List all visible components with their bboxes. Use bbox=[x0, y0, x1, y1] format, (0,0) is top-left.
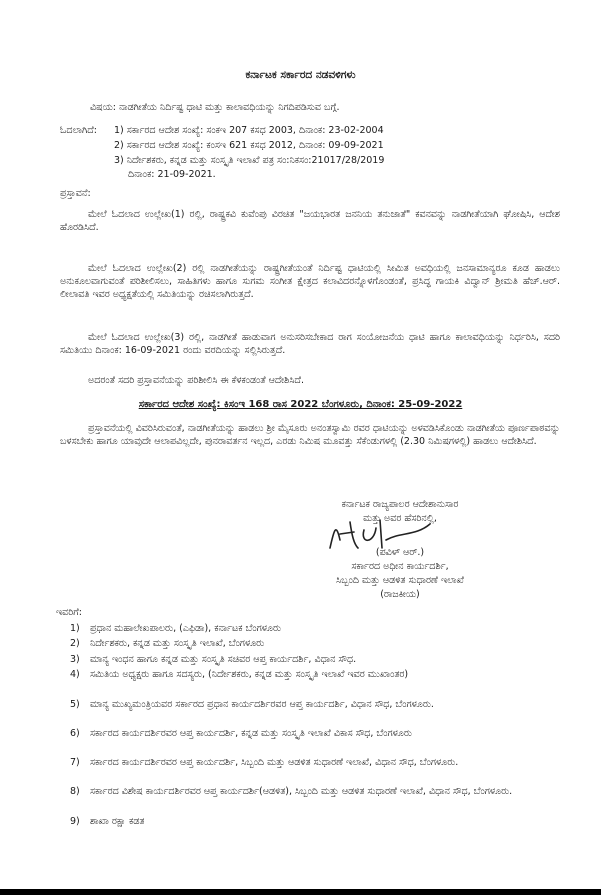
document-title: ಕರ್ನಾಟಕ ಸರ್ಕಾರದ ನಡವಳಿಗಳು bbox=[245, 69, 356, 81]
copy-to-number: 3) bbox=[70, 654, 80, 665]
order-heading: ಸರ್ಕಾರದ ಆದೇಶ ಸಂಖ್ಯೆ: ಕಿಸಂಇ 168 ರಾಸ 2022 ಬೆಂಗಳೂರು, ದಿನಾಂಕ: 25-09-2022 bbox=[138, 399, 463, 410]
signature-line-2: ಮತ್ತು ಅವರ ಹೆಸರಿನಲ್ಲಿ, bbox=[363, 513, 437, 524]
copy-to-number: 5) bbox=[70, 699, 80, 710]
signatory-department: ಸಿಬ್ಬಂದಿ ಮತ್ತು ಆಡಳಿತ ಸುಧಾರಣೆ ಇಲಾಖೆ bbox=[336, 575, 464, 586]
subject-line: ವಿಷಯ: ನಾಡಗೀತೆಯ ನಿರ್ದಿಷ್ಟ ಧಾಟಿ ಮತ್ತು ಕಾಲಾವಧಿಯನ್ನು ನಿಗದಿಪಡಿಸುವ ಬಗ್ಗೆ. bbox=[90, 102, 340, 113]
order-body: ಪ್ರಸ್ತಾವನೆಯಲ್ಲಿ ವಿವರಿಸಿರುವಂತೆ, ನಾಡಗೀತೆಯನ್ನು ಹಾಡಲು ಶ್ರೀ ಮೈಸೂರು ಅನಂತಸ್ವಾಮಿ ರವರ ಧಾಟಿಯನ್ನು ಅಳವಡಿಸಿಕೊಂಡು ನಾಡಗೀತೆಯ ಪೂರ್ಣಪಾಠವನ್ನು ಬಳಸಬೇಕು ಹಾಗೂ ಯಾವುದೇ ಆಲಾಪವಿಲ್ಲದೇ, ಪುನರಾವರ್ತನ ಇಲ್ಲದ, ಎರಡು ನಿಮಿಷ ಮೂವತ್ತು ಸೆಕೆಂಡುಗಳಲ್ಲಿ (2.30 ನಿಮಿಷಗಳಲ್ಲಿ) ಹಾಡಲು ಆದೇಶಿಸಿದೆ. bbox=[60, 423, 560, 448]
copy-to-number: 8) bbox=[70, 786, 80, 797]
reference-item: 1) ಸರ್ಕಾರದ ಆದೇಶ ಸಂಖ್ಯೆ: ಸಂಕಇ 207 ಕಸಧ 2003, ದಿನಾಂಕ: 23-02-2004 bbox=[114, 125, 384, 136]
copy-to-text: ಮಾನ್ಯ ಮುಖ್ಯಮಂತ್ರಿಯವರ ಸರ್ಕಾರದ ಪ್ರಧಾನ ಕಾರ್ಯದರ್ಶಿರವರ ಆಪ್ತ ಕಾರ್ಯದರ್ಶಿ, ವಿಧಾನ ಸೌಧ, ಬೆಂಗಳೂರು. bbox=[90, 699, 434, 710]
preamble-paragraph: ಮೇಲೆ ಓದಲಾದ ಉಲ್ಲೇಖ(1) ರಲ್ಲಿ, ರಾಷ್ಟ್ರಕವಿ ಕುವೆಂಪು ವಿರಚಿತ "ಜಯಭಾರತ ಜನನಿಯ ತನುಜಾತೆ" ಕವನವನ್ನು ನಾಡಗೀತೆಯಾಗಿ ಘೋಷಿಸಿ, ಆದೇಶ ಹೊರಡಿಸಿದೆ. bbox=[60, 209, 560, 234]
preamble-label: ಪ್ರಸ್ತಾವನೆ: bbox=[60, 188, 91, 199]
copy-to-number: 4) bbox=[70, 669, 80, 680]
signatory-designation: ಸರ್ಕಾರದ ಅಧೀನ ಕಾರ್ಯದರ್ಶಿ, bbox=[351, 561, 449, 572]
reference-item: 3) ನಿರ್ದೇಶಕರು, ಕನ್ನಡ ಮತ್ತು ಸಂಸ್ಕೃತಿ ಇಲಾಖೆ ಪತ್ರ ಸಂ:ನಿಕಸಂ:21017/28/2019 bbox=[114, 155, 385, 166]
preamble-paragraph: ಅದರಂತೆ ಸದರಿ ಪ್ರಸ್ತಾವನೆಯನ್ನು ಪರಿಶೀಲಿಸಿ ಈ ಕೆಳಕಂಡಂತೆ ಆದೇಶಿಸಿದೆ. bbox=[88, 375, 304, 386]
copy-to-text: ಪ್ರಧಾನ ಮಹಾಲೇಖಪಾಲರು, (ಎಫಿಡಾ), ಕರ್ನಾಟಕ ಬೆಂಗಳೂರು bbox=[90, 623, 282, 634]
copy-to-number: 2) bbox=[70, 638, 80, 649]
copy-to-text: ಸರ್ಕಾರದ ಕಾರ್ಯದರ್ಶಿರವರ ಆಪ್ತ ಕಾರ್ಯದರ್ಶಿ, ಕನ್ನಡ ಮತ್ತು ಸಂಸ್ಕೃತಿ ಇಲಾಖೆ ವಿಕಾಸ ಸೌಧ, ಬೆಂಗಳೂರು bbox=[90, 728, 412, 739]
signatory-section: (ರಾಜಕೀಯ) bbox=[380, 589, 420, 600]
copy-to-number: 7) bbox=[70, 757, 80, 768]
copy-to-number: 1) bbox=[70, 623, 80, 634]
copy-to-text: ಸಮಿತಿಯ ಅಧ್ಯಕ್ಷರು ಹಾಗೂ ಸದಸ್ಯರು, (ನಿರ್ದೇಶಕರು, ಕನ್ನಡ ಮತ್ತು ಸಂಸ್ಕೃತಿ ಇಲಾಖೆ ಇವರ ಮುಖಾಂತರ) bbox=[90, 669, 409, 680]
preamble-paragraph: ಮೇಲೆ ಓದಲಾದ ಉಲ್ಲೇಖ(3) ರಲ್ಲಿ, ನಾಡಗೀತೆ ಹಾಡುವಾಗ ಅನುಸರಿಸಬೇಕಾದ ರಾಗ ಸಂಯೋಜನೆಯ ಧಾಟಿ ಹಾಗೂ ಕಾಲಾವಧಿಯನ್ನು ನಿರ್ಧರಿಸಿ, ಸದರಿ ಸಮಿತಿಯು ದಿನಾಂಕ: 16-09-2021 ರಂದು ವರದಿಯನ್ನು ಸಲ್ಲಿಸಿರುತ್ತದೆ. bbox=[60, 332, 560, 357]
copy-to-text: ಶಾಖಾ ರಕ್ಷಾ ಕಡತ bbox=[90, 816, 145, 827]
reference-item: 2) ಸರ್ಕಾರದ ಆದೇಶ ಸಂಖ್ಯೆ: ಕಂಸಇ 621 ಕಸಧ 2012, ದಿನಾಂಕ: 09-09-2021 bbox=[114, 140, 384, 151]
copy-to-label: ಇವರಿಗೆ: bbox=[56, 607, 83, 618]
reference-item-date: ದಿನಾಂಕ: 21-09-2021. bbox=[128, 169, 216, 180]
copy-to-text: ಸರ್ಕಾರದ ಕಾರ್ಯದರ್ಶಿರವರ ಆಪ್ತ ಕಾರ್ಯದರ್ಶಿ, ಸಿಬ್ಬಂದಿ ಮತ್ತು ಆಡಳಿತ ಸುಧಾರಣೆ ಇಲಾಖೆ, ವಿಧಾನ ಸೌಧ, ಬೆಂಗಳೂರು. bbox=[90, 757, 459, 768]
copy-to-text: ನಿರ್ದೇಶಕರು, ಕನ್ನಡ ಮತ್ತು ಸಂಸ್ಕೃತಿ ಇಲಾಖೆ, ಬೆಂಗಳೂರು bbox=[90, 638, 265, 649]
copy-to-number: 6) bbox=[70, 728, 80, 739]
copy-to-text: ಮಾನ್ಯ ಇಂಧನ ಹಾಗೂ ಕನ್ನಡ ಮತ್ತು ಸಂಸ್ಕೃತಿ ಸಚಿವರ ಆಪ್ತ ಕಾರ್ಯದರ್ಶಿ, ವಿಧಾನ ಸೌಧ. bbox=[90, 654, 357, 665]
references-label: ಓದಲಾಗಿದೆ: bbox=[60, 125, 97, 136]
preamble-paragraph: ಮೇಲೆ ಓದಲಾದ ಉಲ್ಲೇಖ(2) ರಲ್ಲಿ ನಾಡಗೀತೆಯನ್ನು ರಾಷ್ಟ್ರಗೀತೆಯಂತೆ ನಿರ್ದಿಷ್ಟ ಧಾಟಿಯಲ್ಲಿ ಸೀಮಿತ ಅವಧಿಯಲ್ಲಿ ಜನಸಾಮಾನ್ಯರೂ ಕೂಡ ಹಾಡಲು ಅನುಕೂಲವಾಗುವಂತೆ ಪರಿಶೀಲಿಸಲು, ಸಾಹಿತಿಗಳು ಹಾಗೂ ಸುಗಮ ಸಂಗೀತ ಕ್ಷೇತ್ರದ ಕಲಾವಿದರನ್ನೊಳಗೊಂಡಂತೆ, ಪ್ರಸಿದ್ಧ ಗಾಯಕಿ ವಿದ್ವಾನ್ ಶ್ರೀಮತಿ ಹೆಚ್.ಆರ್. ಲೀಲಾವತಿ ಇವರ ಅಧ್ಯಕ್ಷತೆಯಲ್ಲಿ ಸಮಿತಿಯನ್ನು ರಚಿಸಲಾಗಿರುತ್ತದೆ. bbox=[60, 263, 560, 301]
signature-line-1: ಕರ್ನಾಟಕ ರಾಜ್ಯಪಾಲರ ಆದೇಶಾನುಸಾರ bbox=[341, 499, 459, 510]
signatory-name: (ಪವಿಳ್ ಆರ್.) bbox=[375, 547, 425, 558]
copy-to-number: 9) bbox=[70, 816, 80, 827]
copy-to-text: ಸರ್ಕಾರದ ವಿಶೇಷ ಕಾರ್ಯದರ್ಶಿರವರ ಆಪ್ತ ಕಾರ್ಯದರ್ಶಿ(ಆಡಳಿತ), ಸಿಬ್ಬಂದಿ ಮತ್ತು ಆಡಳಿತ ಸುಧಾರಣೆ ಇಲಾಖೆ, ವಿಧಾನ ಸೌಧ, ಬೆಂಗಳೂರು. bbox=[90, 786, 513, 797]
scan-bottom-edge bbox=[0, 889, 601, 895]
